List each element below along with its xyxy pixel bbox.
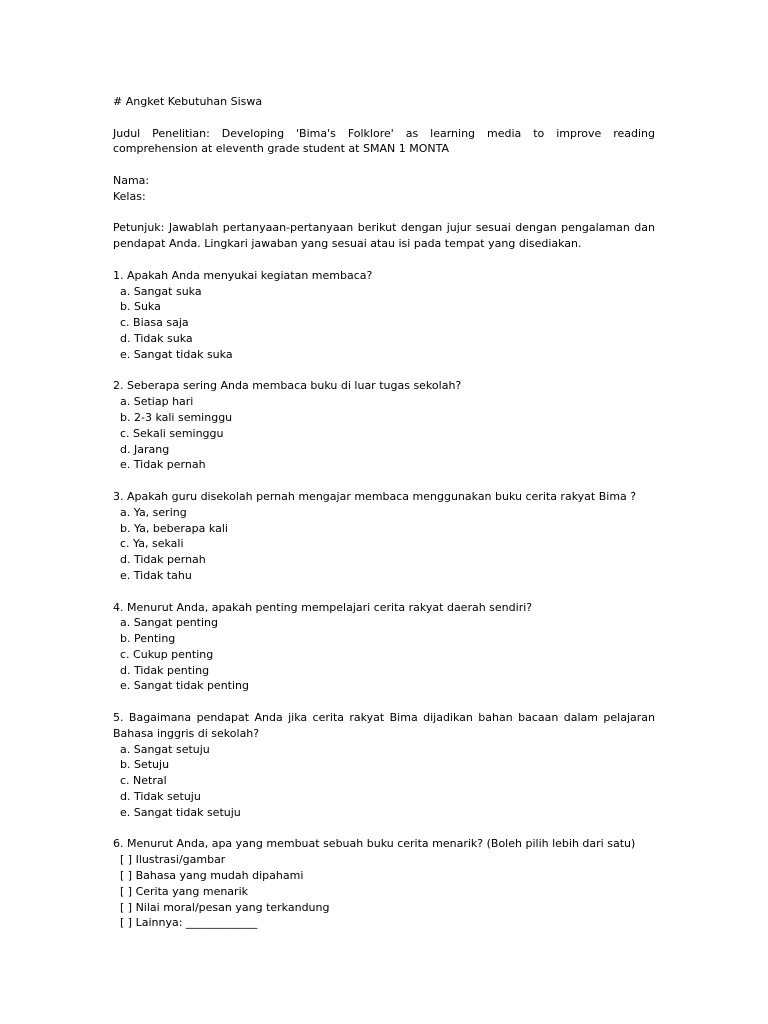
checkbox-option: [ ] Nilai moral/pesan yang terkandung — [120, 900, 330, 914]
checkbox-option: [ ] Bahasa yang mudah dipahami — [120, 869, 304, 883]
instructions-text: Petunjuk: Jawablah pertanyaan-pertanyaan berikut dengan jujur sesuai dengan pengalaman dan pendapat Anda. Lingkari jawaban yang sesuai atau isi pada tempat yang disediakan. — [113, 221, 655, 251]
answer-option: c. Ya, sekali — [120, 537, 184, 551]
answer-option: d. Tidak suka — [120, 331, 193, 345]
answer-option: b. 2-3 kali seminggu — [120, 410, 233, 424]
checkbox-option: [ ] Lainnya: _____________ — [120, 916, 258, 930]
question-block-4 — [113, 600, 655, 695]
question-text: 1. Apakah Anda menyukai kegiatan membaca? — [113, 268, 373, 282]
answer-option: a. Setiap hari — [120, 395, 194, 409]
spacer — [113, 821, 655, 837]
spacer — [113, 110, 655, 126]
spacer — [113, 157, 655, 173]
answer-option: e. Tidak pernah — [120, 458, 206, 472]
answer-option: d. Tidak setuju — [120, 790, 201, 804]
question-block-1 — [113, 268, 655, 363]
question-block-3 — [113, 489, 655, 584]
answer-option: c. Netral — [120, 774, 167, 788]
question-block-6 — [113, 836, 655, 931]
answer-option: b. Penting — [120, 632, 176, 646]
answer-option: b. Suka — [120, 300, 161, 314]
answer-option: c. Sekali seminggu — [120, 426, 224, 440]
answer-option: c. Cukup penting — [120, 647, 214, 661]
question-block-5 — [113, 710, 655, 821]
document-page — [113, 94, 655, 931]
answer-option: e. Sangat tidak setuju — [120, 805, 241, 819]
question-text: 6. Menurut Anda, apa yang membuat sebuah buku cerita menarik? (Boleh pilih lebih dari satu) — [113, 837, 636, 851]
spacer — [113, 694, 655, 710]
answer-option: c. Biasa saja — [120, 316, 189, 330]
answer-option: e. Sangat tidak suka — [120, 347, 233, 361]
spacer — [113, 363, 655, 379]
spacer — [113, 584, 655, 600]
question-text: 4. Menurut Anda, apakah penting mempelajari cerita rakyat daerah sendiri? — [113, 600, 533, 614]
answer-option: a. Sangat penting — [120, 616, 219, 630]
answer-option: d. Jarang — [120, 442, 170, 456]
question-text: 2. Seberapa sering Anda membaca buku di luar tugas sekolah? — [113, 379, 462, 393]
answer-option: d. Tidak pernah — [120, 553, 206, 567]
class-field-label: Kelas: — [113, 189, 146, 203]
checkbox-option: [ ] Ilustrasi/gambar — [120, 853, 226, 867]
answer-option: b. Setuju — [120, 758, 170, 772]
answer-option: e. Sangat tidak penting — [120, 679, 249, 693]
question-text: 5. Bagaimana pendapat Anda jika cerita rakyat Bima dijadikan bahan bacaan dalam pelajaran Bahasa inggris di sekolah? — [113, 711, 655, 740]
answer-option: d. Tidak penting — [120, 663, 210, 677]
document-heading: # Angket Kebutuhan Siswa — [113, 95, 263, 108]
spacer — [113, 205, 655, 221]
answer-option: b. Ya, beberapa kali — [120, 521, 228, 535]
spacer — [113, 252, 655, 268]
answer-option: a. Ya, sering — [120, 505, 187, 519]
question-text: 3. Apakah guru disekolah pernah mengajar membaca menggunakan buku cerita rakyat Bima ? — [113, 489, 637, 503]
checkbox-option: [ ] Cerita yang menarik — [120, 884, 248, 898]
answer-option: e. Tidak tahu — [120, 568, 192, 582]
answer-option: a. Sangat setuju — [120, 742, 210, 756]
answer-option: a. Sangat suka — [120, 284, 202, 298]
spacer — [113, 473, 655, 489]
research-title: Judul Penelitian: Developing 'Bima's Folklore' as learning media to improve reading comprehension at eleventh grade student at SMAN 1 MONTA — [113, 126, 655, 156]
question-block-2 — [113, 378, 655, 473]
name-field-label: Nama: — [113, 173, 150, 187]
